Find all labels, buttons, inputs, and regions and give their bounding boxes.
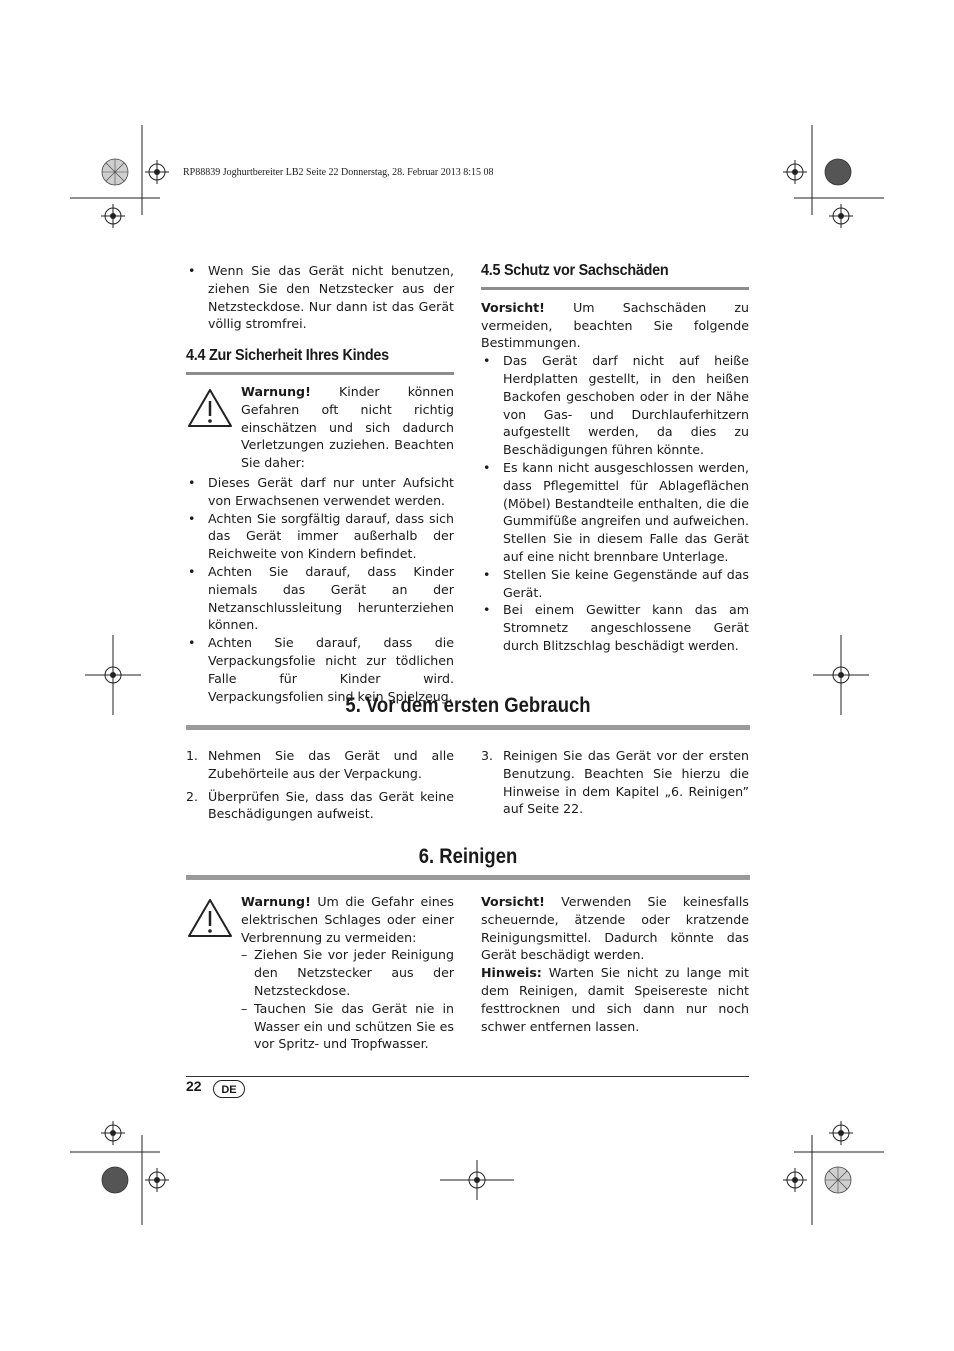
section-5-steps-right bbox=[481, 747, 749, 818]
section-4-5-bullet-list bbox=[481, 352, 749, 655]
caution-text: Um Sachschäden zu vermeiden, beachten Sie folgende Bestimmungen. bbox=[481, 299, 749, 351]
section-5-title: 5. Vor dem ersten Gebrauch bbox=[345, 694, 591, 717]
right-column-upper bbox=[481, 262, 749, 655]
section-6-right-column bbox=[481, 893, 749, 1035]
section-4-4-title: 4.4 Zur Sicherheit Ihres Kindes bbox=[186, 347, 389, 365]
caution-text: Verwenden Sie keinesfalls scheuernde, ätzende oder kratzende Reinigungsmittel. Dadurch könnte das Gerät beschädigt werden. bbox=[481, 894, 749, 963]
section-4-5-title: 4.5 Schutz vor Sachschäden bbox=[481, 262, 669, 279]
warning-label: Warnung! bbox=[241, 383, 311, 399]
list-item: • Achten Sie darauf, dass Kinder niemals das Gerät an der Netzanschlussleitung herunterziehen können. bbox=[186, 563, 454, 634]
step-item: 2. Überprüfen Sie, dass das Gerät keine Beschädigungen aufweist. bbox=[186, 788, 454, 822]
section-4-4-warning bbox=[186, 383, 454, 472]
calibration-disc-top-left bbox=[102, 159, 128, 185]
caution-label: Vorsicht! bbox=[481, 894, 545, 909]
page-number: 22 bbox=[186, 1078, 202, 1094]
caution-label: Vorsicht! bbox=[481, 299, 545, 315]
list-item: • Bei einem Gewitter kann das am Stromnetz angeschlossene Gerät durch Blitzschlag beschädigt werden. bbox=[481, 601, 749, 654]
section-4-5-rule bbox=[481, 287, 749, 290]
step-item: 1. Nehmen Sie das Gerät und alle Zubehörteile aus der Verpackung. bbox=[186, 748, 454, 781]
warning-triangle-icon bbox=[186, 897, 234, 939]
list-item: • Wenn Sie das Gerät nicht benutzen, ziehen Sie den Netzstecker aus der Netzsteckdose. Nur dann ist das Gerät völlig stromfrei. bbox=[186, 262, 454, 333]
list-item: • Achten Sie sorgfältig darauf, dass sich das Gerät immer außerhalb der Reichweite von Kindern befindet. bbox=[186, 510, 454, 563]
warning-triangle-icon bbox=[186, 387, 234, 429]
list-item: – Tauchen Sie das Gerät nie in Wasser ein und schützen Sie es vor Spritz- und Tropfwasser. bbox=[241, 1000, 454, 1053]
print-slug-line: RP88839 Joghurtbereiter LB2 Seite 22 Donnerstag, 28. Februar 2013 8:15 08 bbox=[183, 167, 494, 178]
section-4-4-bullet-list bbox=[186, 474, 454, 705]
section-5-rule bbox=[186, 725, 750, 730]
warning-text: Kinder können Gefahren oft nicht richtig einschätzen und sich dadurch Verletzungen zuziehen. Beachten Sie daher: bbox=[241, 383, 454, 471]
left-column-upper bbox=[186, 262, 454, 705]
section-6-dash-list bbox=[241, 946, 454, 1053]
note-text: Warten Sie nicht zu lange mit dem Reinigen, damit Speisereste nicht festtrocknen und sich dann nur noch schwer entfernen lassen. bbox=[481, 965, 749, 1034]
calibration-disc-bottom-right bbox=[825, 1167, 851, 1193]
list-item: – Ziehen Sie vor jeder Reinigung den Netzstecker aus der Netzsteckdose. bbox=[241, 946, 454, 999]
intro-bullet-list bbox=[186, 262, 454, 333]
section-6-title: 6. Reinigen bbox=[418, 845, 518, 868]
list-item: • Dieses Gerät darf nur unter Aufsicht von Erwachsenen verwendet werden. bbox=[186, 474, 454, 510]
section-5-right-column bbox=[481, 747, 749, 823]
warning-text: Um die Gefahr eines elektrischen Schlages oder einer Verbrennung zu vermeiden: bbox=[241, 894, 454, 945]
note-label: Hinweis: bbox=[481, 965, 542, 981]
section-6-left-column bbox=[186, 893, 454, 1053]
section-6-warning bbox=[186, 893, 454, 1053]
list-item: • Das Gerät darf nicht auf heiße Herdplatten gestellt, in den heißen Backofen geschoben oder in der Nähe von Gas- und Durchlauferhitzern aufgestellt werden, da dies zu Beschädigungen führen könnte. bbox=[481, 352, 749, 459]
section-5-steps-left bbox=[186, 747, 454, 823]
section-5-left-column bbox=[186, 747, 454, 828]
list-item: • Achten Sie darauf, dass die Verpackungsfolie nicht zur tödlichen Falle für Kinder wird. Verpackungsfolien sind kein Spielzeug. bbox=[186, 634, 454, 705]
language-badge: DE bbox=[213, 1080, 245, 1098]
warning-label: Warnung! bbox=[241, 894, 311, 909]
list-item: • Stellen Sie keine Gegenstände auf das Gerät. bbox=[481, 566, 749, 602]
section-6-rule bbox=[186, 875, 750, 880]
list-item: • Es kann nicht ausgeschlossen werden, dass Pflegemittel für Ablageflächen (Möbel) Bestandteile enthalten, die die Gummifüße angreifen und aufweichen. Stellen Sie in diesem Falle das Gerät auf eine nicht brennbare Unterlage. bbox=[481, 459, 749, 566]
calibration-disc-top-right bbox=[825, 159, 851, 185]
calibration-disc-bottom-left bbox=[102, 1167, 128, 1193]
step-item: 3. Reinigen Sie das Gerät vor der ersten Benutzung. Beachten Sie hierzu die Hinweise in dem Kapitel „6. Reinigen” auf Seite 22. bbox=[481, 748, 749, 817]
footer-rule bbox=[186, 1076, 749, 1077]
section-4-4-rule bbox=[186, 372, 454, 375]
